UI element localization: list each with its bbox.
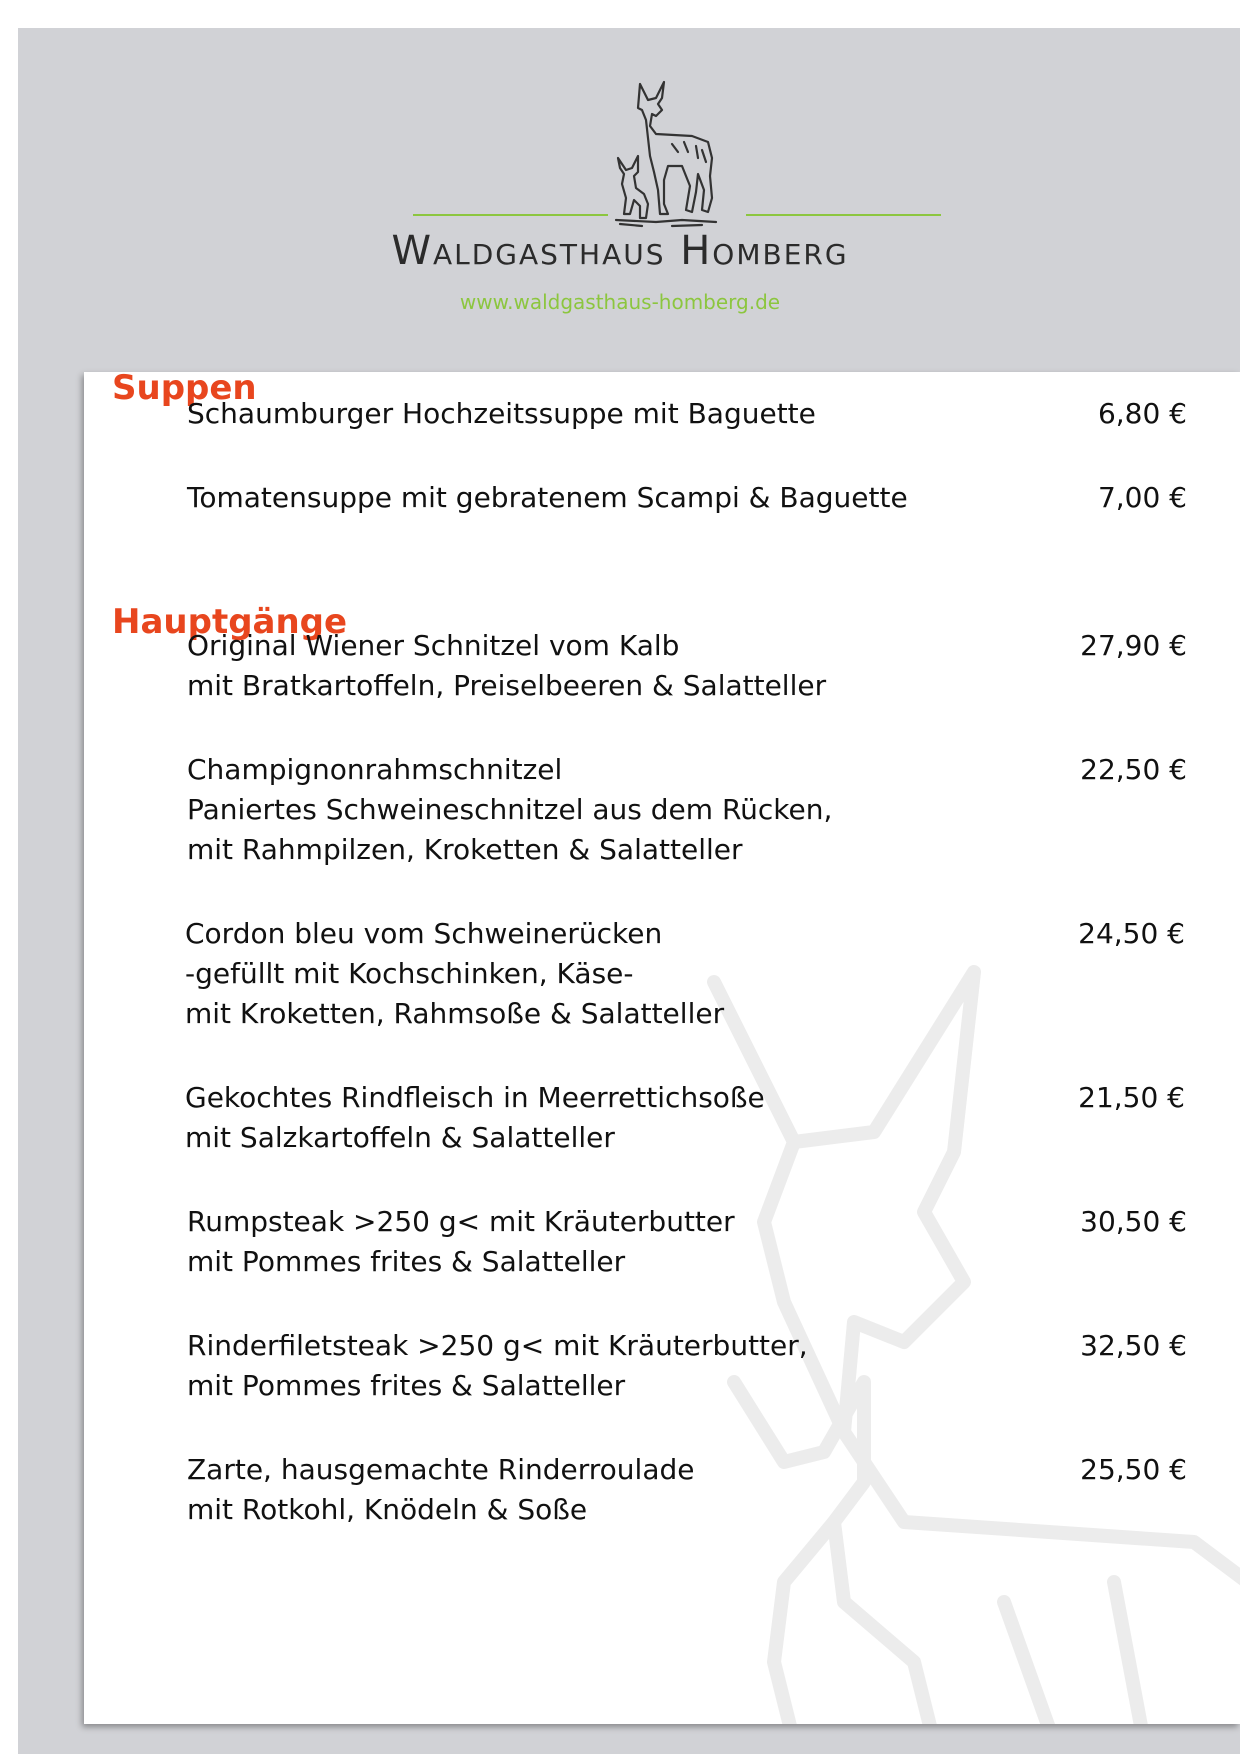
menu-item	[187, 1202, 1187, 1282]
menu-item	[187, 626, 1187, 706]
item-price: 7,00 €	[1097, 481, 1187, 514]
item-line: Paniertes Schweineschnitzel aus dem Rücken,	[187, 793, 833, 826]
menu-item	[187, 478, 1187, 518]
item-line: Gekochtes Rindfleisch in Meerrettichsoße	[185, 1081, 765, 1114]
menu-item	[187, 394, 1187, 434]
item-price: 32,50 €	[1080, 1329, 1187, 1362]
item-line: mit Bratkartoffeln, Preiselbeeren & Salatteller	[187, 669, 827, 702]
item-line: Tomatensuppe mit gebratenem Scampi & Baguette	[187, 481, 908, 514]
menu-item	[185, 914, 1185, 1034]
menu-item	[187, 750, 1187, 870]
item-line: Rinderfiletsteak >250 g< mit Kräuterbutter,	[187, 1329, 808, 1362]
item-price: 25,50 €	[1080, 1453, 1187, 1486]
item-line: Rumpsteak >250 g< mit Kräuterbutter	[187, 1205, 735, 1238]
item-line: mit Rotkohl, Knödeln & Soße	[187, 1493, 588, 1526]
item-line: Zarte, hausgemachte Rinderroulade	[187, 1453, 695, 1486]
item-price: 22,50 €	[1080, 753, 1187, 786]
item-line: -gefüllt mit Kochschinken, Käse-	[185, 957, 634, 990]
item-line: mit Rahmpilzen, Kroketten & Salatteller	[187, 833, 743, 866]
item-line: mit Pommes frites & Salatteller	[187, 1369, 626, 1402]
menu-card	[84, 372, 1240, 1724]
menu-item	[187, 1450, 1187, 1530]
header-rule-right	[746, 214, 941, 216]
website-link[interactable]: www.waldgasthaus-homberg.de	[459, 290, 781, 314]
item-price: 6,80 €	[1097, 397, 1187, 430]
menu-item	[187, 1326, 1187, 1406]
menu-item	[185, 1078, 1185, 1158]
item-line: mit Kroketten, Rahmsoße & Salatteller	[185, 997, 725, 1030]
item-price: 30,50 €	[1080, 1205, 1187, 1238]
item-line: Champignonrahmschnitzel	[187, 753, 563, 786]
item-line: Schaumburger Hochzeitssuppe mit Baguette	[187, 397, 816, 430]
item-price: 27,90 €	[1080, 629, 1187, 662]
section-title-suppen: Suppen	[112, 372, 257, 408]
header-rule-left	[413, 214, 608, 216]
item-line: Original Wiener Schnitzel vom Kalb	[187, 629, 680, 662]
item-line: Cordon bleu vom Schweinerücken	[185, 917, 663, 950]
brand-name: Waldgasthaus Homberg	[391, 228, 849, 274]
item-line: mit Pommes frites & Salatteller	[187, 1245, 626, 1278]
item-line: mit Salzkartoffeln & Salatteller	[185, 1121, 615, 1154]
item-price: 24,50 €	[1078, 917, 1185, 950]
section-title-hauptgaenge: Hauptgänge	[112, 602, 348, 642]
item-price: 21,50 €	[1078, 1081, 1185, 1114]
deer-and-fawn-icon	[612, 80, 742, 230]
